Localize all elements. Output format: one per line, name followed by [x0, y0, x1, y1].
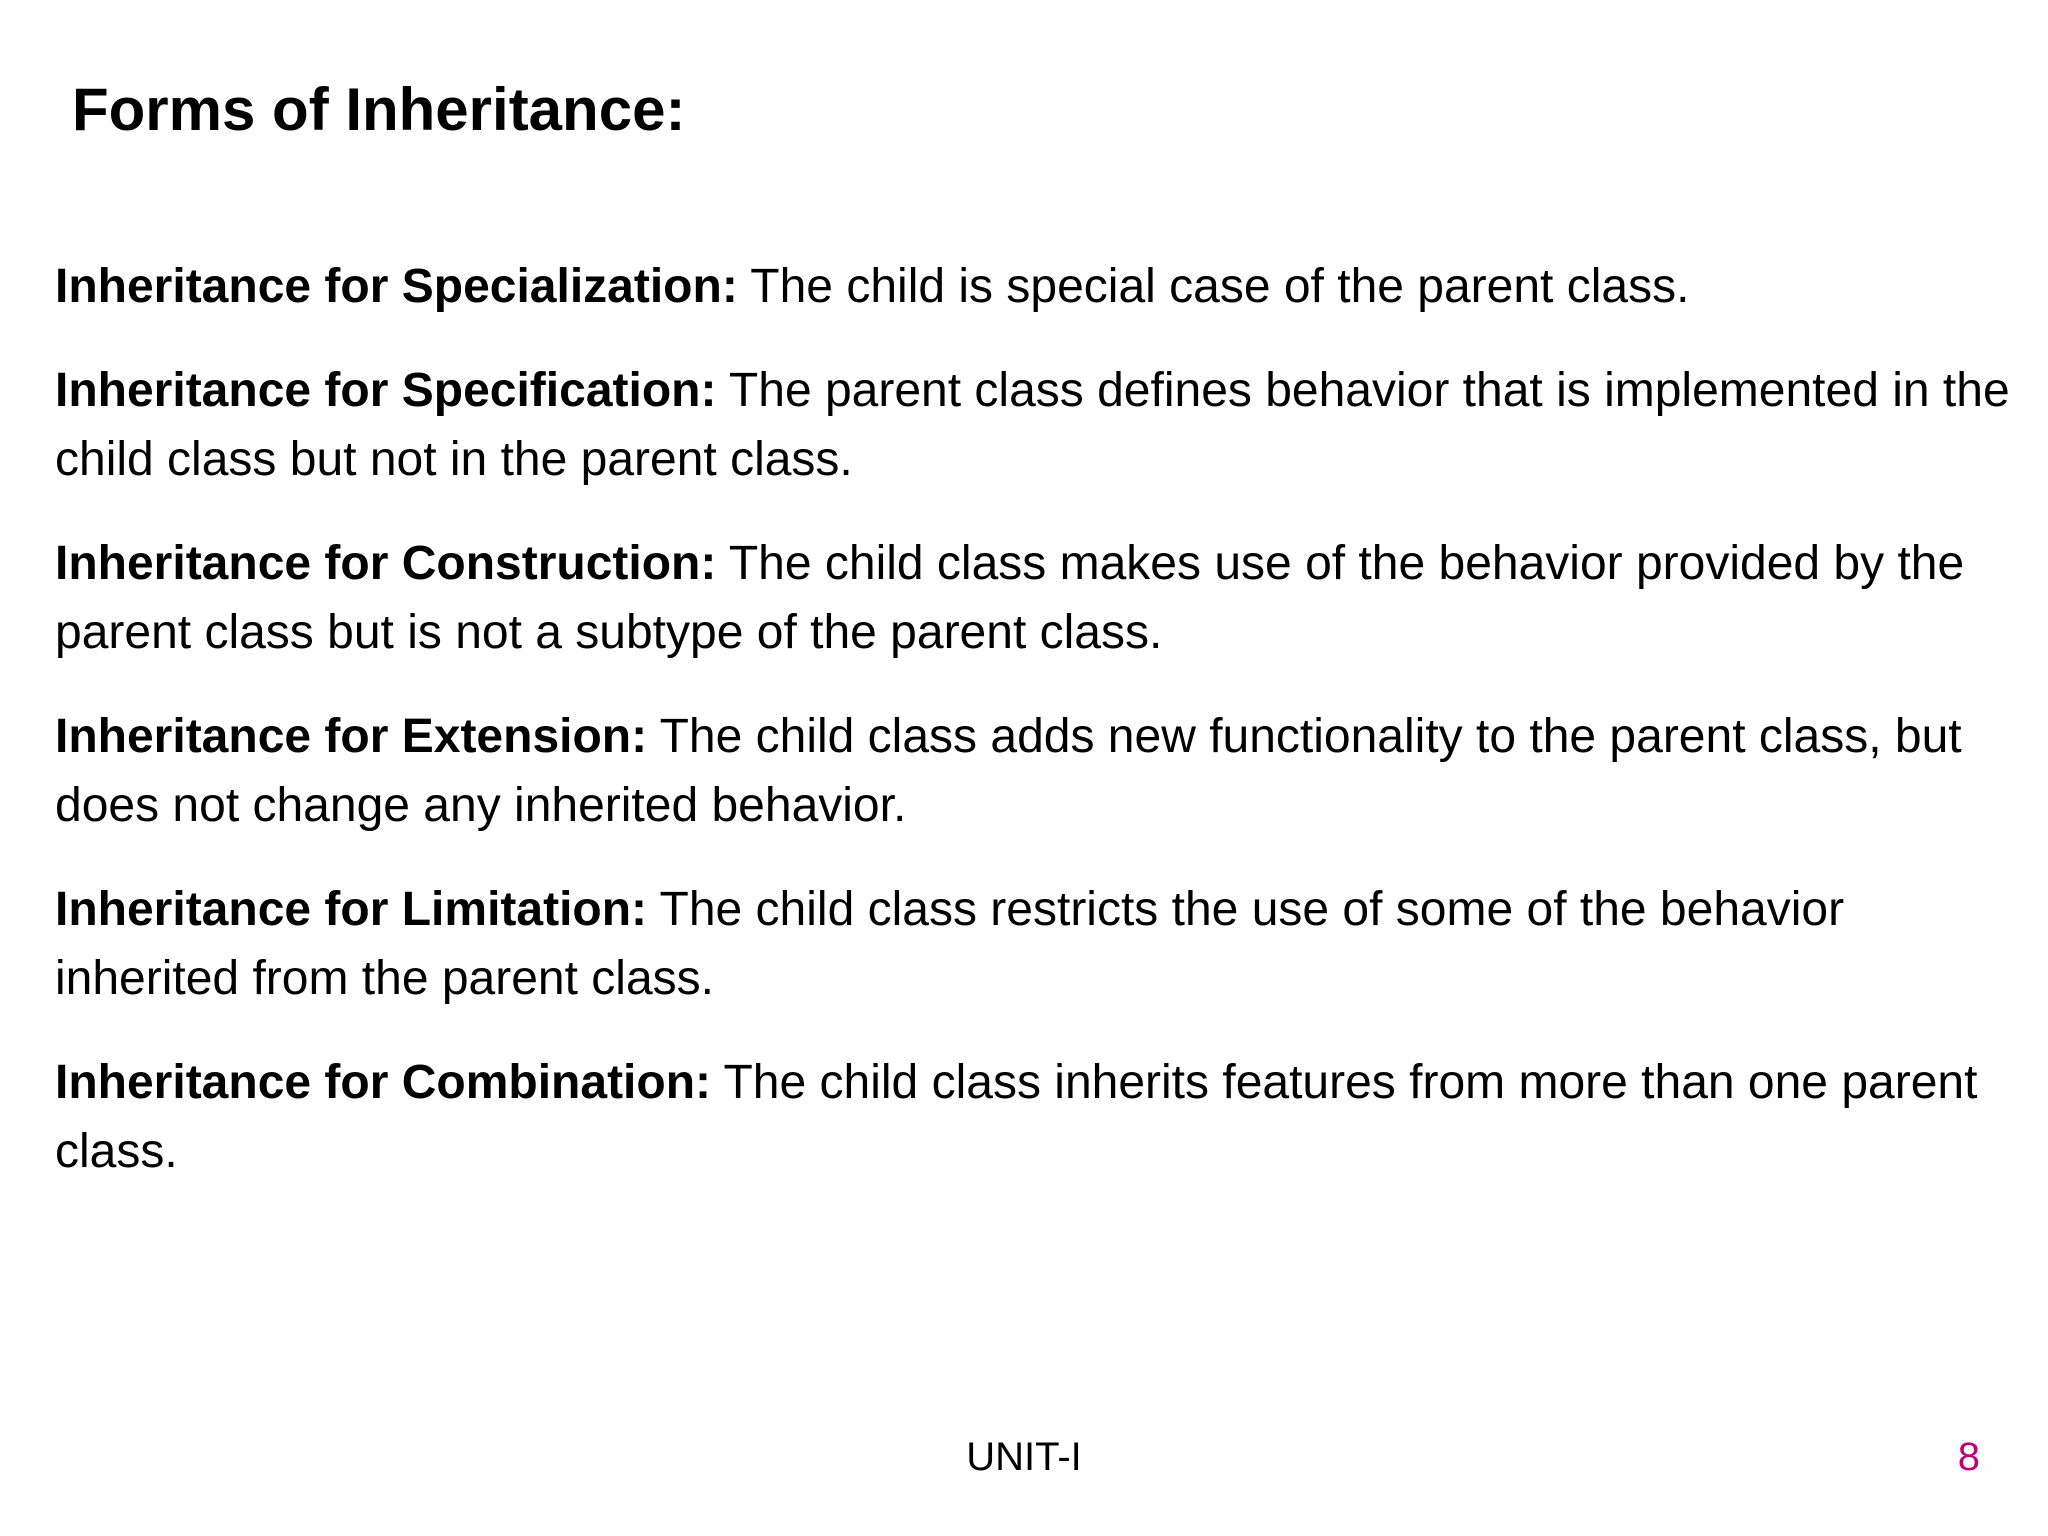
definition-description: The child is special case of the parent class. — [750, 260, 1690, 313]
definition-construction — [55, 529, 2015, 667]
definition-extension — [55, 702, 2015, 840]
definition-description: The parent class defines behavior that is implemented in the child class but not in the parent class. — [55, 364, 2010, 486]
definition-list — [55, 252, 2015, 1221]
footer-unit-label: UNIT-I — [966, 1435, 1082, 1479]
definition-specialization — [55, 252, 2015, 321]
definition-term: Inheritance for Specification: — [55, 364, 717, 417]
definition-term: Inheritance for Extension: — [55, 710, 648, 763]
definition-description: The child class adds new functionality to the parent class, but does not change any inherited behavior. — [55, 710, 1962, 832]
page-number: 8 — [1957, 1435, 1980, 1479]
definition-description: The child class makes use of the behavior provided by the parent class but is not a subtype of the parent class. — [55, 537, 1965, 659]
slide-title: Forms of Inheritance: — [72, 76, 686, 143]
definition-specification — [55, 356, 2015, 494]
definition-term: Inheritance for Specialization: — [55, 260, 738, 313]
definition-term: Inheritance for Construction: — [55, 537, 717, 590]
definition-term: Inheritance for Limitation: — [55, 883, 648, 936]
definition-term: Inheritance for Combination: — [55, 1056, 712, 1109]
definition-combination — [55, 1048, 2015, 1186]
definition-limitation — [55, 875, 2015, 1013]
definition-description: The child class restricts the use of some of the behavior inherited from the parent class. — [55, 883, 1845, 1005]
definition-description: The child class inherits features from more than one parent class. — [55, 1056, 1978, 1178]
